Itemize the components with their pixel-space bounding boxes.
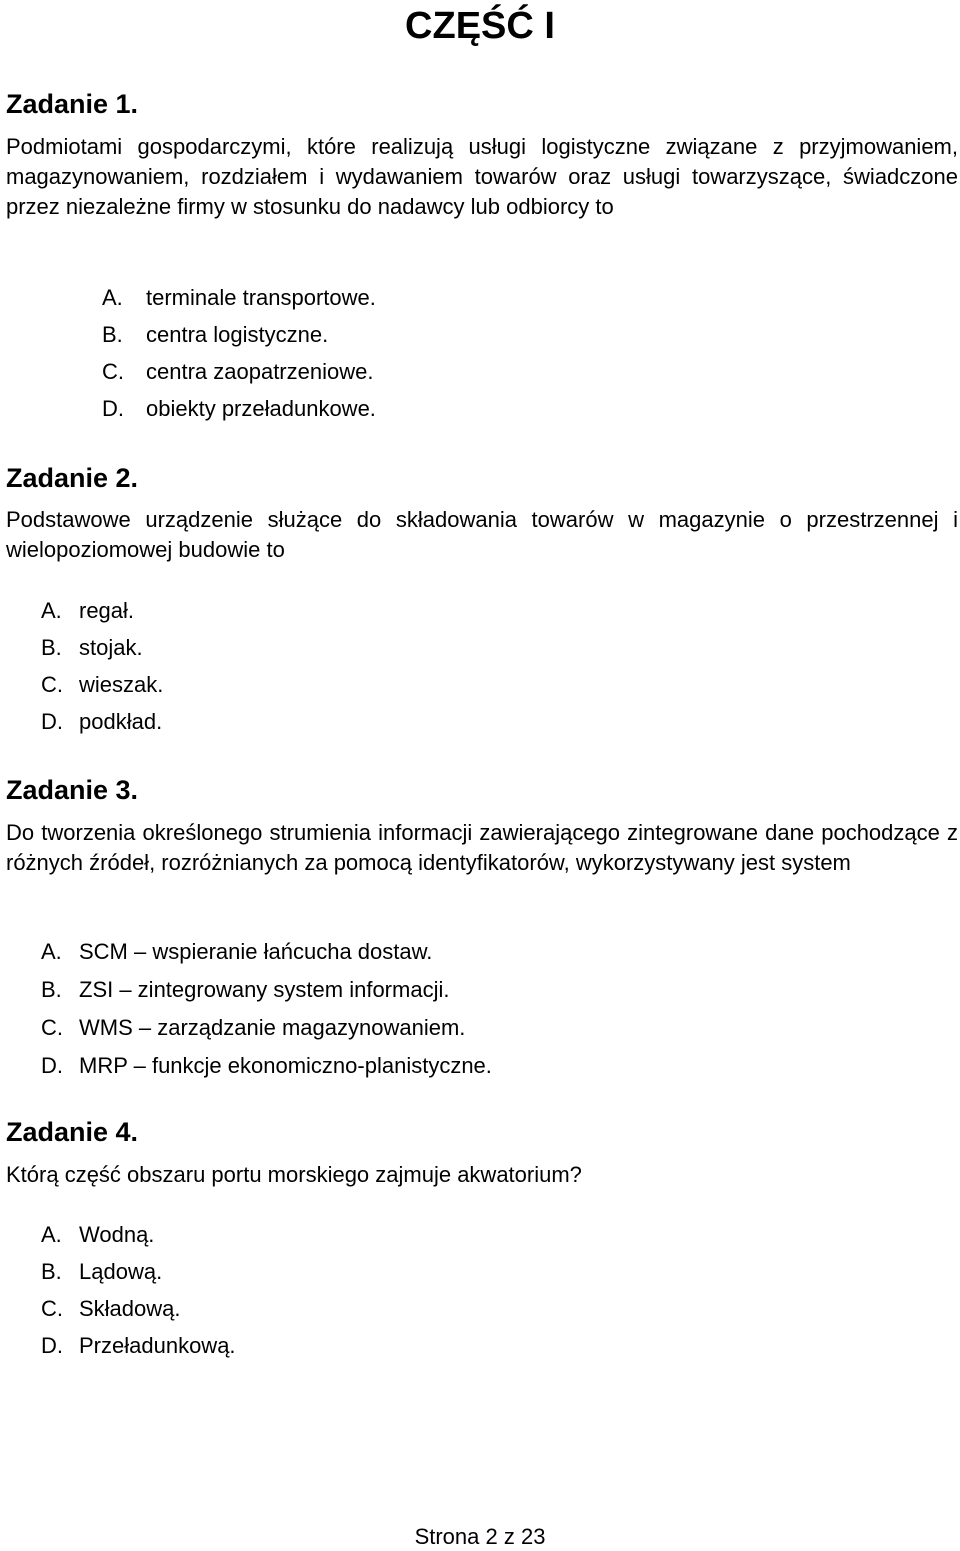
answer-text: WMS – zarządzanie magazynowaniem. — [79, 1015, 466, 1040]
answer-text: obiekty przeładunkowe. — [146, 396, 376, 421]
part-title: CZĘŚĆ I — [405, 5, 555, 47]
answer-text: Wodną. — [79, 1222, 155, 1247]
answer-text: terminale transportowe. — [146, 285, 376, 310]
answer-option — [102, 316, 376, 353]
answer-text: SCM – wspieranie łańcucha dostaw. — [79, 939, 433, 964]
answer-letter: D. — [102, 396, 124, 421]
answer-letter: A. — [41, 1222, 62, 1247]
answer-option — [41, 629, 163, 666]
page-number: Strona 2 z 23 — [414, 1524, 546, 1549]
answer-letter: D. — [41, 1333, 63, 1358]
answer-text: podkład. — [79, 709, 163, 734]
task-2-heading: Zadanie 2. — [6, 463, 139, 493]
task-1-answers — [102, 279, 376, 427]
answer-text: Lądową. — [79, 1259, 163, 1284]
answer-option — [41, 1009, 492, 1047]
answer-option — [41, 933, 492, 971]
answer-letter: C. — [41, 1296, 63, 1321]
task-4-answers — [41, 1216, 236, 1364]
answer-letter: B. — [102, 322, 123, 347]
answer-text: regał. — [79, 598, 135, 623]
task-4-question: Którą część obszaru portu morskiego zajmuje akwatorium? — [6, 1162, 582, 1187]
answer-option — [41, 1253, 236, 1290]
task-1-heading: Zadanie 1. — [6, 89, 139, 119]
task-3-answers — [41, 933, 492, 1085]
answer-letter: A. — [41, 598, 62, 623]
answer-text: wieszak. — [79, 672, 164, 697]
answer-option — [41, 1216, 236, 1253]
answer-option — [102, 353, 376, 390]
answer-text: stojak. — [79, 635, 143, 660]
answer-letter: B. — [41, 635, 62, 660]
answer-text: MRP – funkcje ekonomiczno-planistyczne. — [79, 1053, 492, 1078]
answer-text: ZSI – zintegrowany system informacji. — [79, 977, 450, 1002]
answer-letter: A. — [41, 939, 62, 964]
answer-option — [41, 1327, 236, 1364]
answer-option — [41, 1047, 492, 1085]
answer-option — [41, 971, 492, 1009]
answer-option — [41, 592, 163, 629]
answer-letter: D. — [41, 1053, 63, 1078]
answer-text: Składową. — [79, 1296, 181, 1321]
answer-letter: C. — [41, 672, 63, 697]
answer-option — [41, 703, 163, 740]
answer-letter: A. — [102, 285, 123, 310]
task-2-question: Podstawowe urządzenie służące do składowania towarów w magazynie o przestrzennej i wielopoziomowej budowie to — [6, 507, 958, 562]
answer-text: centra logistyczne. — [146, 322, 329, 347]
task-1-question: Podmiotami gospodarczymi, które realizują usługi logistyczne związane z przyjmowaniem, magazynowaniem, rozdziałem i wydawaniem towarów oraz usługi towarzyszące, świadczone przez niezależne firmy w stosunku do nadawcy lub odbiorcy to — [6, 134, 958, 219]
task-2-answers — [41, 592, 163, 740]
answer-option — [41, 1290, 236, 1327]
answer-text: centra zaopatrzeniowe. — [146, 359, 374, 384]
answer-letter: C. — [102, 359, 124, 384]
answer-option — [102, 390, 376, 427]
answer-option — [102, 279, 376, 316]
answer-letter: D. — [41, 709, 63, 734]
answer-letter: B. — [41, 1259, 62, 1284]
task-3-question: Do tworzenia określonego strumienia informacji zawierającego zintegrowane dane pochodzące z różnych źródeł, rozróżnianych za pomocą identyfikatorów, wykorzystywany jest system — [6, 820, 958, 875]
answer-text: Przeładunkową. — [79, 1333, 236, 1358]
task-3-heading: Zadanie 3. — [6, 775, 139, 805]
task-4-heading: Zadanie 4. — [6, 1117, 139, 1147]
answer-option — [41, 666, 163, 703]
answer-letter: C. — [41, 1015, 63, 1040]
answer-letter: B. — [41, 977, 62, 1002]
